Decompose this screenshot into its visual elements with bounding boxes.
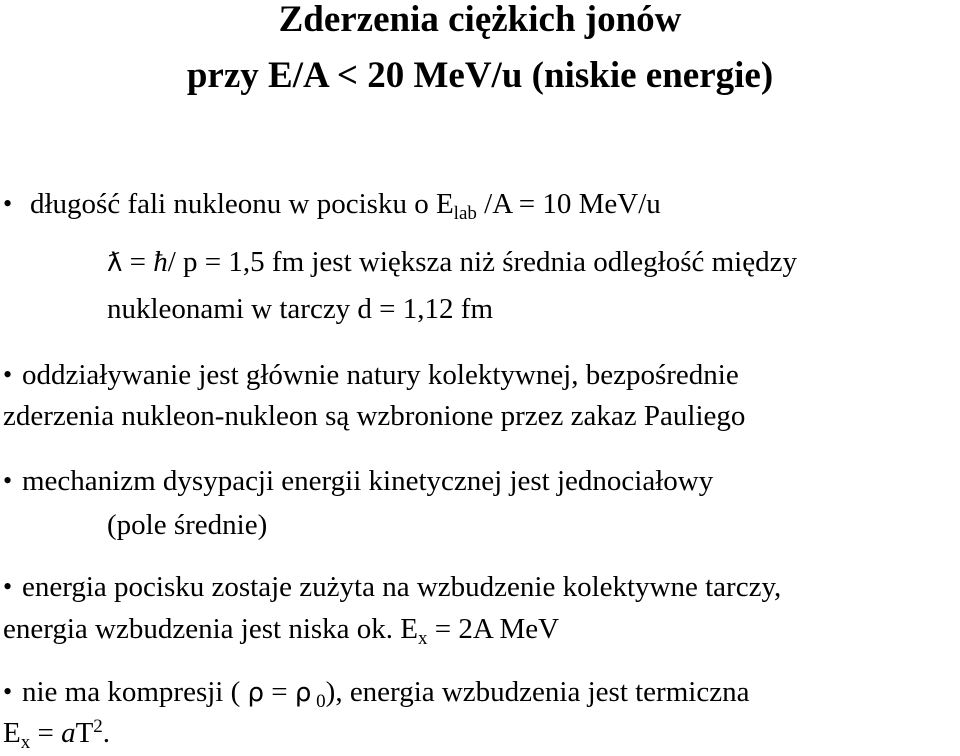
bullet-marker: • — [3, 360, 13, 389]
hbar-symbol: ħ — [153, 246, 168, 278]
bullet-4-line-2: energia wzbudzenia jest niska ok. $E_x = 2A$ MeV — [3, 613, 560, 649]
bullet-2-line-1: oddziaływanie jest głównie natury kolektywnej, bezpośrednie — [22, 359, 739, 391]
bullet-marker: • — [3, 189, 13, 218]
bullet-2-line-2: zderzenia nukleon-nukleon są wzbronione przez zakaz Pauliego — [3, 400, 746, 432]
bullet-1-line-3: nukleonami w tarczy d = 1,12 fm — [107, 293, 494, 325]
title-line-1: Zderzenia ciężkich jonów — [278, 0, 682, 40]
bullet-5-line-1: nie ma kompresji ( ρ = ρ $_0$), energia wzbudzenia jest termiczna — [22, 676, 750, 712]
title-line-2: przy E/A < 20 MeV/u (niskie energie) — [186, 55, 774, 96]
bullet-marker: • — [3, 677, 13, 706]
rho-zero-symbol: ρ — [294, 678, 312, 708]
rho-symbol: ρ — [247, 678, 265, 708]
bullet-marker: • — [3, 572, 13, 601]
bullet-marker: • — [3, 466, 13, 495]
bullet-3-line-2: (pole średnie) — [107, 509, 268, 541]
bullet-3-line-1: mechanizm dysypacji energii kinetycznej jest jednociałowy — [22, 465, 714, 497]
bullet-1-line-2: ƛ = ħ/ p = 1,5 fm jest większa niż średnia odległość między — [107, 246, 797, 278]
bullet-1-line-1: długość fali nukleonu w pocisku o $E_{lab}$ /A = 10 MeV/u — [30, 188, 661, 224]
bullet-4-line-1: energia pocisku zostaje zużyta na wzbudzenie kolektywne tarczy, — [22, 571, 782, 603]
bullet-5-line-2: $E_x = aT^2$. — [3, 716, 111, 753]
lambda-bar-symbol: ƛ — [107, 248, 123, 278]
